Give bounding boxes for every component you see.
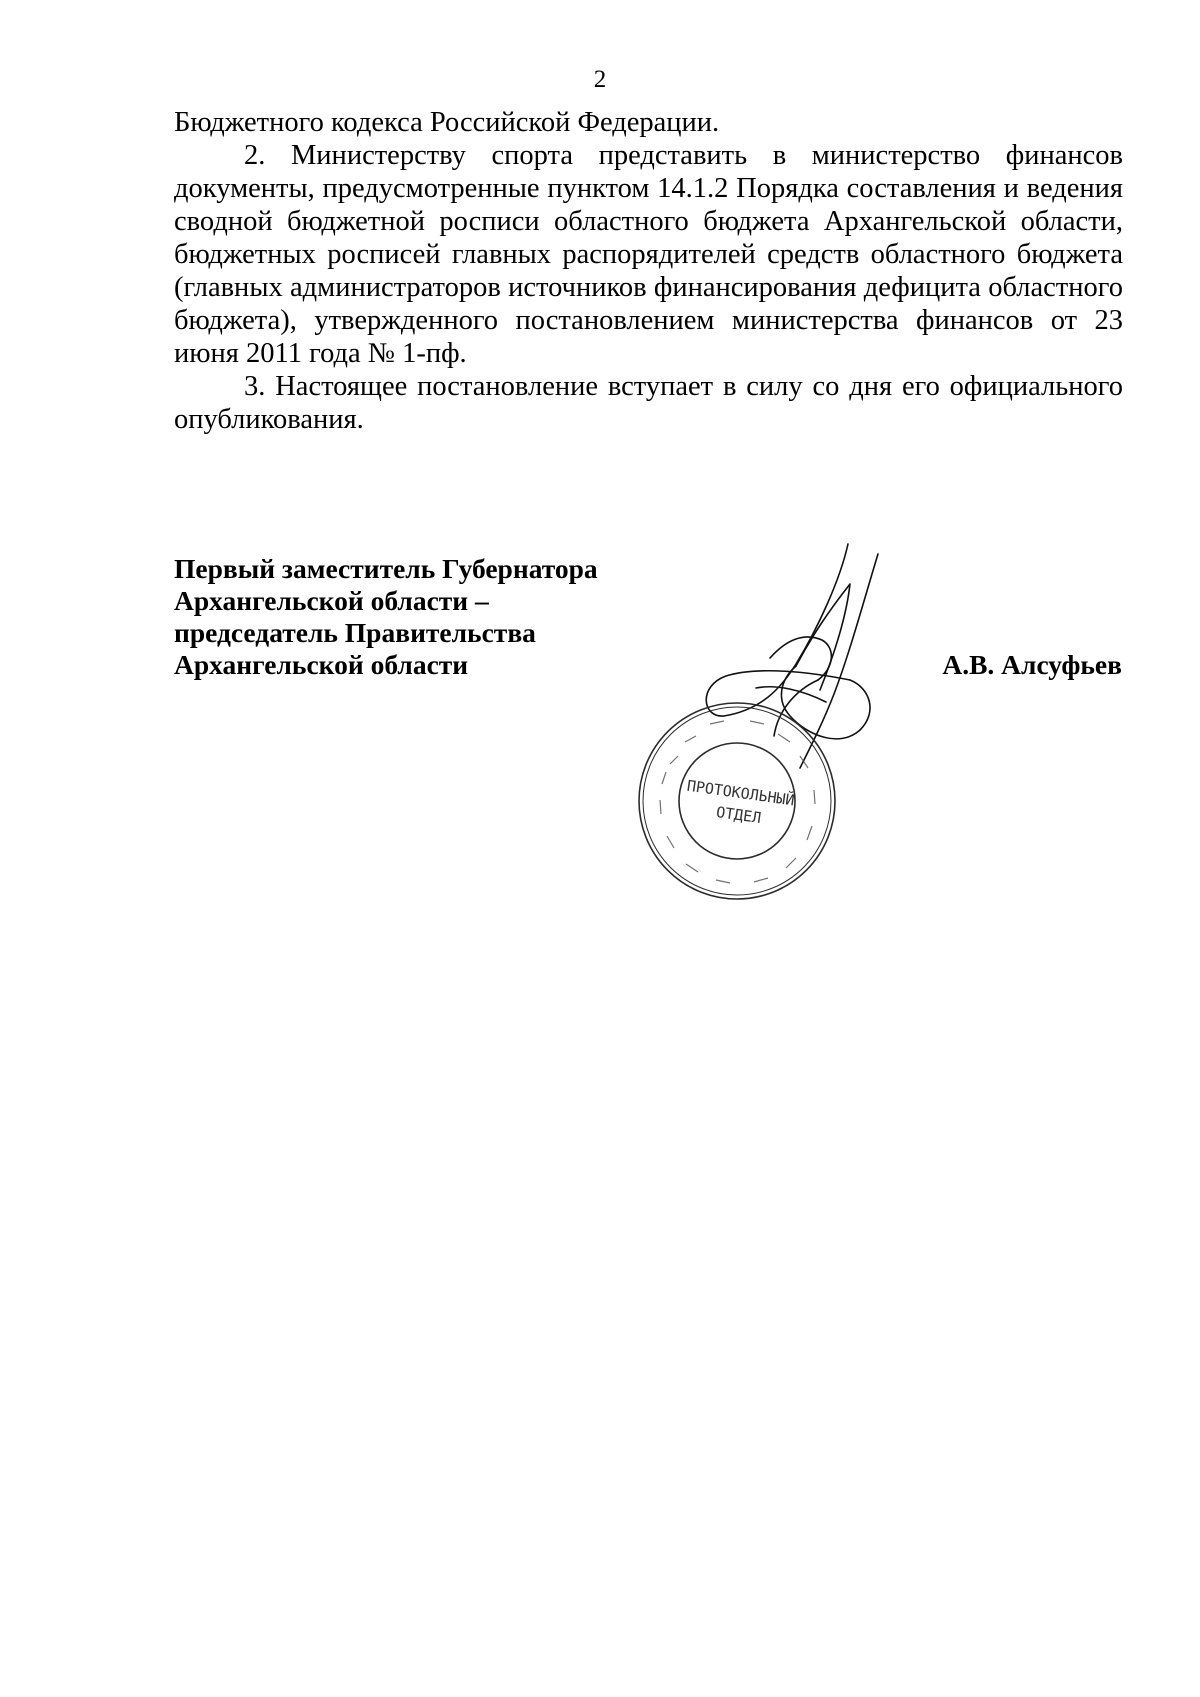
document-body: [174, 106, 1123, 436]
signatory-position: [174, 553, 598, 681]
official-stamp: [630, 694, 844, 908]
paragraph-item-3: 3. Настоящее постановление вступает в силу со дня его официального опубликования.: [174, 371, 1123, 435]
position-line: Архангельской области –: [174, 585, 489, 616]
page-number: 2: [593, 66, 607, 93]
paragraph-continuation: Бюджетного кодекса Российской Федерации.: [174, 107, 720, 138]
signatory-name: А.В. Алсуфьев: [942, 649, 1122, 680]
paragraph-item-2: 2. Министерству спорта представить в министерство финансов документы, предусмотренные пунктом 14.1.2 Порядка составления и ведения сводной бюджетной росписи областного бюджета Архангельской области, бюджетных росписей главных распорядителей средств областного бюджета (главных администраторов источников финансирования дефицита областного бюджета), утвержденного постановлением министерства финансов от 23 июня 2011 года № 1-пф.: [174, 140, 1123, 369]
position-line: председатель Правительства: [174, 617, 536, 648]
stamp-center-line-1: ПРОТОКОЛЬНЫЙ: [685, 776, 796, 810]
position-line: Архангельской области: [174, 649, 469, 680]
position-line: Первый заместитель Губернатора: [174, 553, 598, 584]
stamp-center-line-2: ОТДЕЛ: [715, 802, 763, 828]
